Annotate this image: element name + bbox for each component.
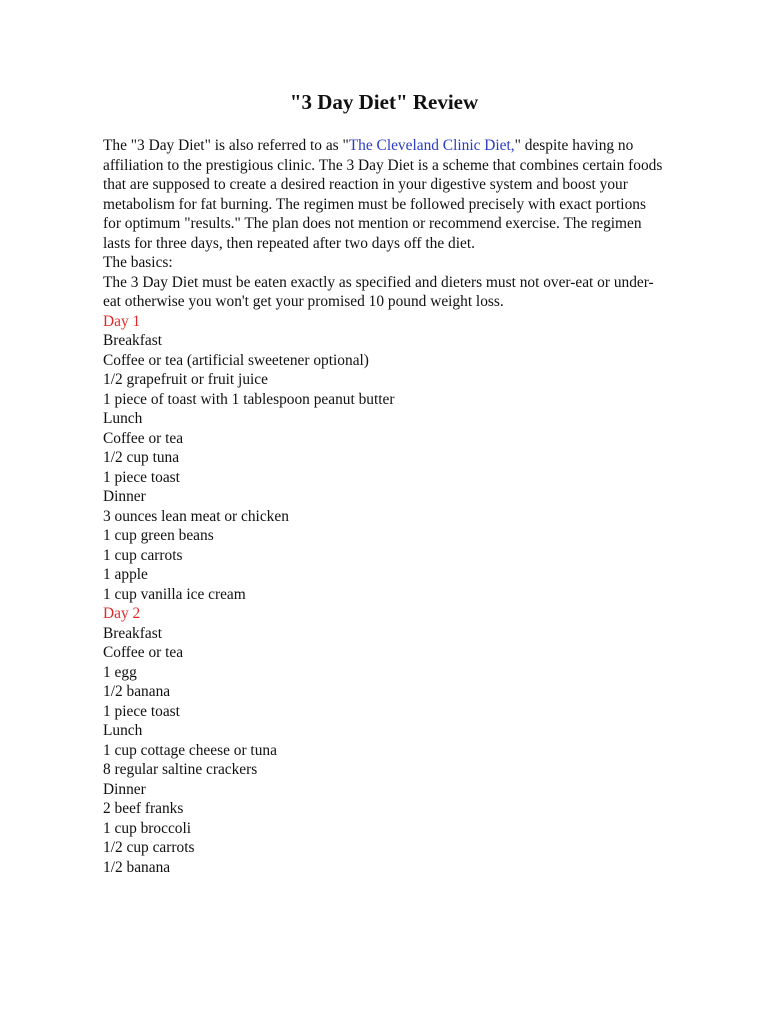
day-2-heading: Day 2: [103, 605, 141, 622]
menu-item: 1/2 banana: [103, 858, 171, 876]
cleveland-clinic-diet-link[interactable]: The Cleveland Clinic Diet,: [348, 137, 515, 154]
menu-item: Lunch: [103, 722, 143, 739]
menu-item: 1 cup broccoli: [103, 819, 192, 837]
menu-item: 1 piece toast: [103, 468, 180, 486]
menu-item: 1/2 grapefruit or fruit juice: [103, 371, 268, 388]
intro-paragraph: [103, 136, 663, 253]
menu-item: 1 cup carrots: [103, 546, 183, 564]
menu-item: Coffee or tea: [103, 429, 184, 447]
menu-item: 1/2 cup tuna: [103, 449, 180, 466]
menu-item: 1 apple: [103, 566, 148, 583]
document-title: "3 Day Diet" Review: [289, 90, 479, 114]
basics-heading: The basics:: [103, 254, 173, 271]
menu-item: 1/2 cup carrots: [103, 839, 195, 856]
menu-item: 8 regular saltine crackers: [103, 761, 258, 778]
menu-item: Coffee or tea: [103, 644, 184, 661]
day-2-menu: [103, 624, 663, 878]
menu-item: Breakfast: [103, 624, 162, 642]
basics-paragraph: The 3 Day Diet must be eaten exactly as specified and dieters must not over-eat or under-eat otherwise you won't get your promised 10 pound weight loss.: [103, 273, 654, 310]
day-1-heading: Day 1: [103, 312, 141, 330]
day-1-menu: [103, 331, 663, 604]
menu-item: 1 cup vanilla ice cream: [103, 585, 246, 603]
menu-item: Dinner: [103, 488, 146, 505]
menu-item: Dinner: [103, 780, 146, 798]
menu-item: Breakfast: [103, 332, 162, 349]
menu-item: 3 ounces lean meat or chicken: [103, 507, 289, 525]
menu-item: 2 beef franks: [103, 800, 184, 817]
menu-item: 1 cup cottage cheese or tuna: [103, 741, 277, 759]
menu-item: 1 cup green beans: [103, 527, 214, 544]
document-body: [103, 136, 663, 877]
menu-item: 1/2 banana: [103, 683, 171, 700]
menu-item: Coffee or tea (artificial sweetener optional): [103, 351, 369, 369]
intro-text-end: " despite having no affiliation to the prestigious clinic. The 3 Day Diet is a scheme that combines certain foods that are supposed to create a desired reaction in your digestive system and boost your metabolism for fat burning. The regimen must be followed precisely with exact portions for optimum "results." The plan does not mention or recommend exercise. The regimen lasts for three days, then repeated after two days off the diet.: [103, 137, 663, 252]
menu-item: Lunch: [103, 410, 143, 427]
menu-item: 1 piece toast: [103, 702, 180, 720]
menu-item: 1 piece of toast with 1 tablespoon peanut butter: [103, 390, 395, 408]
intro-text-start: The "3 Day Diet" is also referred to as ": [103, 137, 349, 154]
menu-item: 1 egg: [103, 663, 137, 681]
